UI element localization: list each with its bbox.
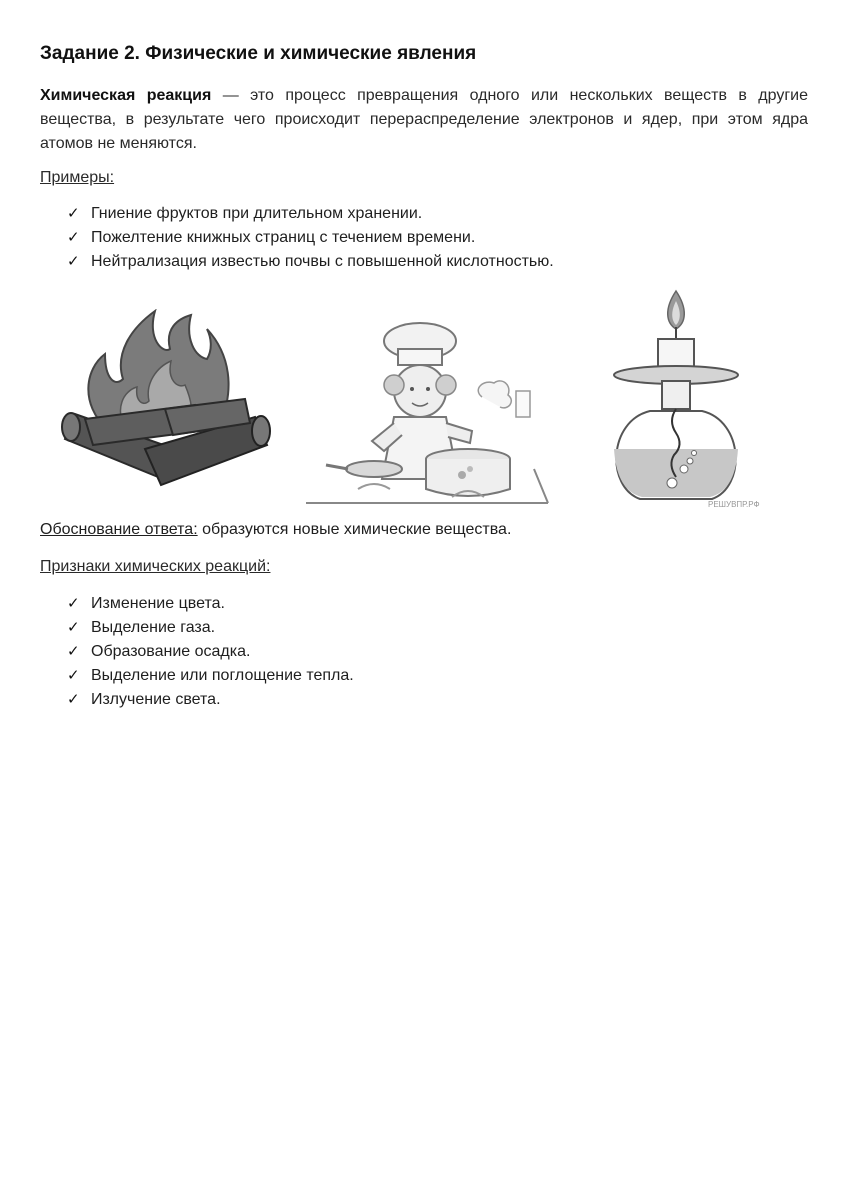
check-icon: ✓ <box>67 229 80 246</box>
list-item: ✓ Образование осадка. <box>40 640 354 664</box>
check-icon: ✓ <box>67 667 80 684</box>
page-title: Задание 2. Физические и химические явления <box>40 43 477 64</box>
examples-list <box>40 202 554 274</box>
check-icon: ✓ <box>67 595 80 612</box>
list-item: ✓ Гниение фруктов при длительном хранении. <box>40 202 554 226</box>
list-item: ✓ Излучение света. <box>40 688 354 712</box>
list-item: ✓ Пожелтение книжных страниц с течением времени. <box>40 226 554 250</box>
illustrations-row <box>40 287 808 509</box>
list-item: ✓ Выделение газа. <box>40 616 354 640</box>
check-icon: ✓ <box>67 253 80 270</box>
definition-paragraph <box>40 84 808 156</box>
list-item: ✓ Изменение цвета. <box>40 592 354 616</box>
check-icon: ✓ <box>67 643 80 660</box>
cook-illustration <box>302 319 550 505</box>
definition-term: Химическая реакция <box>40 87 212 104</box>
campfire-illustration <box>45 309 275 493</box>
examples-heading: Примеры: <box>40 169 115 186</box>
watermark-text: РЕШУВПР.РФ <box>708 500 760 509</box>
check-icon: ✓ <box>67 619 80 636</box>
definition-text: — это процесс превращения одного или нескольких веществ в другие вещества, в результате чего происходит перераспределение электронов и ядер, при этом ядра атомов не меняются. <box>40 87 809 152</box>
list-item: ✓ Выделение или поглощение тепла. <box>40 664 354 688</box>
justification-text: образуются новые химические вещества. <box>197 521 512 538</box>
list-item: ✓ Нейтрализация известью почвы с повышенной кислотностью. <box>40 250 554 274</box>
signs-heading: Признаки химических реакций: <box>40 558 271 575</box>
check-icon: ✓ <box>67 691 80 708</box>
alcohol-lamp-illustration <box>610 287 790 509</box>
signs-list <box>40 592 354 712</box>
justification-paragraph <box>40 521 511 539</box>
justification-label: Обоснование ответа: <box>40 521 198 538</box>
check-icon: ✓ <box>67 205 80 222</box>
